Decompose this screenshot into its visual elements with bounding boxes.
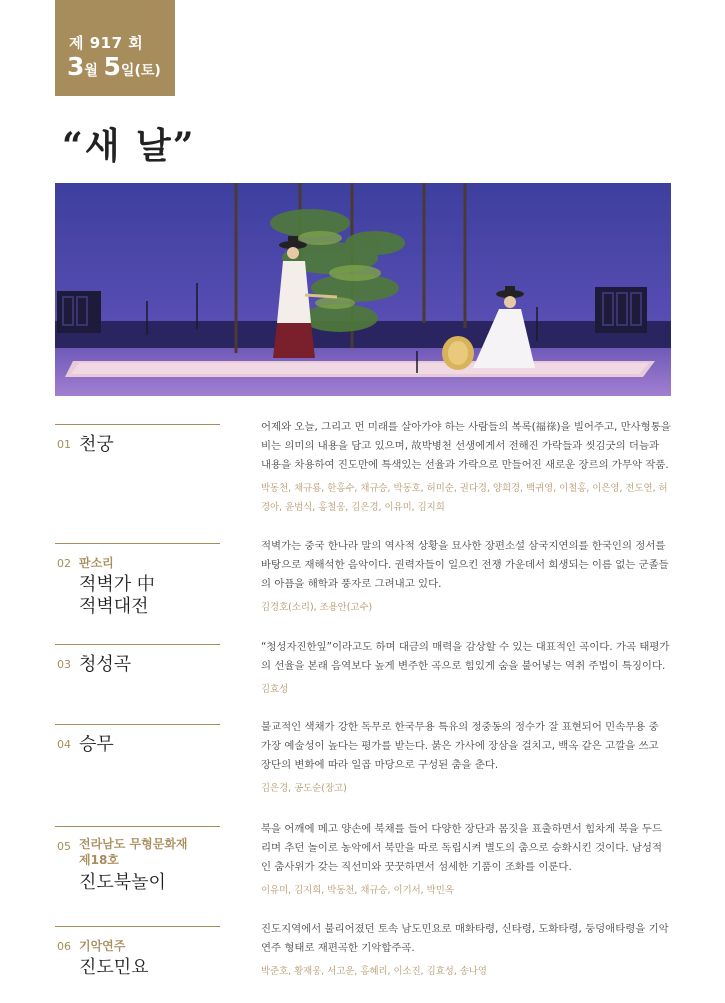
item-description: 북을 어깨에 메고 양손에 북채를 들어 다양한 장단과 몸짓을 표출하면서 힘차게 북을 두드리며 추던 놀이로 농악에서 북만을 따로 독립시켜 별도의 춤으로 승화시킨 것이다. 남성적인 춤사위가 갖는 직선미와 꿋꿋하면서 섬세한 기품이 조화를 이룬다.: [261, 823, 662, 873]
item-number: 04: [57, 738, 71, 751]
stage-photo: [55, 183, 671, 396]
program-item: [55, 823, 671, 916]
item-number: 06: [57, 940, 71, 953]
item-divider: [55, 543, 220, 544]
date-day: 5: [103, 52, 121, 81]
item-category: 전라남도 무형문화재 제18호: [79, 837, 188, 867]
item-name: 청성곡: [79, 654, 132, 675]
program-item: [55, 421, 671, 524]
item-divider: [55, 926, 220, 927]
item-name: 승무: [79, 734, 114, 755]
item-performers: 김효성: [261, 684, 289, 695]
program-item: [55, 540, 671, 633]
item-performers: 박준호, 황재웅, 서고운, 홍혜리, 이소진, 김효성, 송나영: [261, 966, 487, 977]
item-name: 진도민요: [79, 957, 149, 978]
item-divider: [55, 826, 220, 827]
item-name: 천궁: [79, 434, 114, 455]
item-number: 03: [57, 658, 71, 671]
date-month: 3: [67, 52, 85, 81]
item-category: 판소리: [79, 556, 114, 570]
item-divider: [55, 644, 220, 645]
episode-number: 제 917 회: [69, 34, 144, 52]
item-number: 01: [57, 438, 71, 451]
item-performers: 김경호(소리), 조용안(고수): [261, 602, 373, 613]
item-description: 적벽가는 중국 한나라 말의 역사적 상황을 묘사한 장편소설 삼국지연의를 한국인의 정서를 바탕으로 재해석한 음악이다. 권력자들이 일으킨 전쟁 가운데서 희생되는 이름 없는 군졸들의 아픔을 해학과 풍자로 그려내고 있다.: [261, 540, 669, 590]
program-item: [55, 721, 671, 814]
item-performers: 김은경, 공도순(장고): [261, 783, 347, 794]
stage-photo-illustration: [55, 183, 671, 396]
item-number: 02: [57, 557, 71, 570]
date-badge: [55, 0, 175, 96]
item-performers: 박동천, 채규룡, 한홍수, 채규승, 박동호, 허미순, 권다경, 양희경, 백귀영, 이철홍, 이은영, 전도연, 허경아, 윤범식, 홍철웅, 김은경, 이유미, 김지희: [261, 483, 668, 513]
performance-date: [67, 52, 161, 81]
program-item: [55, 923, 671, 998]
item-divider: [55, 724, 220, 725]
item-description: 어제와 오늘, 그리고 먼 미래를 살아가야 하는 사람들의 복록(福祿)을 빌어주고, 만사형통을 비는 의미의 내용을 담고 있으며, 故박병천 선생에게서 전해진 가락들과 씻김굿의 더늠과 내용을 차용하여 진도만에 특색있는 선율과 가락으로 만들어진 새로운 장르의 가무악 작품.: [261, 421, 671, 471]
item-description: 불교적인 색채가 강한 독무로 한국무용 특유의 정중동의 정수가 잘 표현되어 민속무용 중 가장 예술성이 높다는 평가를 받는다. 붉은 가사에 장삼을 걸치고, 백옥 같은 고깔을 쓰고 장단의 변화에 따라 일곱 마당으로 구성된 춤을 춘다.: [261, 721, 659, 771]
item-description: 진도지역에서 불리어졌던 토속 남도민요로 매화타령, 신타령, 도화타령, 둥덩애타령을 기악연주 형태로 재편곡한 기악합주곡.: [261, 923, 669, 954]
program-item: [55, 641, 671, 714]
item-name: 적벽가 中 적벽대전: [79, 574, 155, 617]
item-number: 05: [57, 840, 71, 853]
item-category: 기악연주: [79, 939, 126, 953]
date-month-unit: 월: [84, 63, 98, 79]
item-divider: [55, 424, 220, 425]
page-title: “새 날”: [62, 125, 196, 167]
item-performers: 이유미, 김지희, 박동천, 채규승, 이기서, 박민옥: [261, 885, 454, 896]
item-description: “청성자진한잎”이라고도 하며 대금의 매력을 감상할 수 있는 대표적인 곡이다. 가곡 태평가의 선율을 본래 음역보다 높게 변주한 곡으로 힘있게 숨을 불어넣는 역취 주법이 특징이다.: [261, 641, 670, 672]
item-name: 진도북놀이: [79, 872, 166, 893]
date-day-unit: 일(토): [120, 63, 161, 79]
